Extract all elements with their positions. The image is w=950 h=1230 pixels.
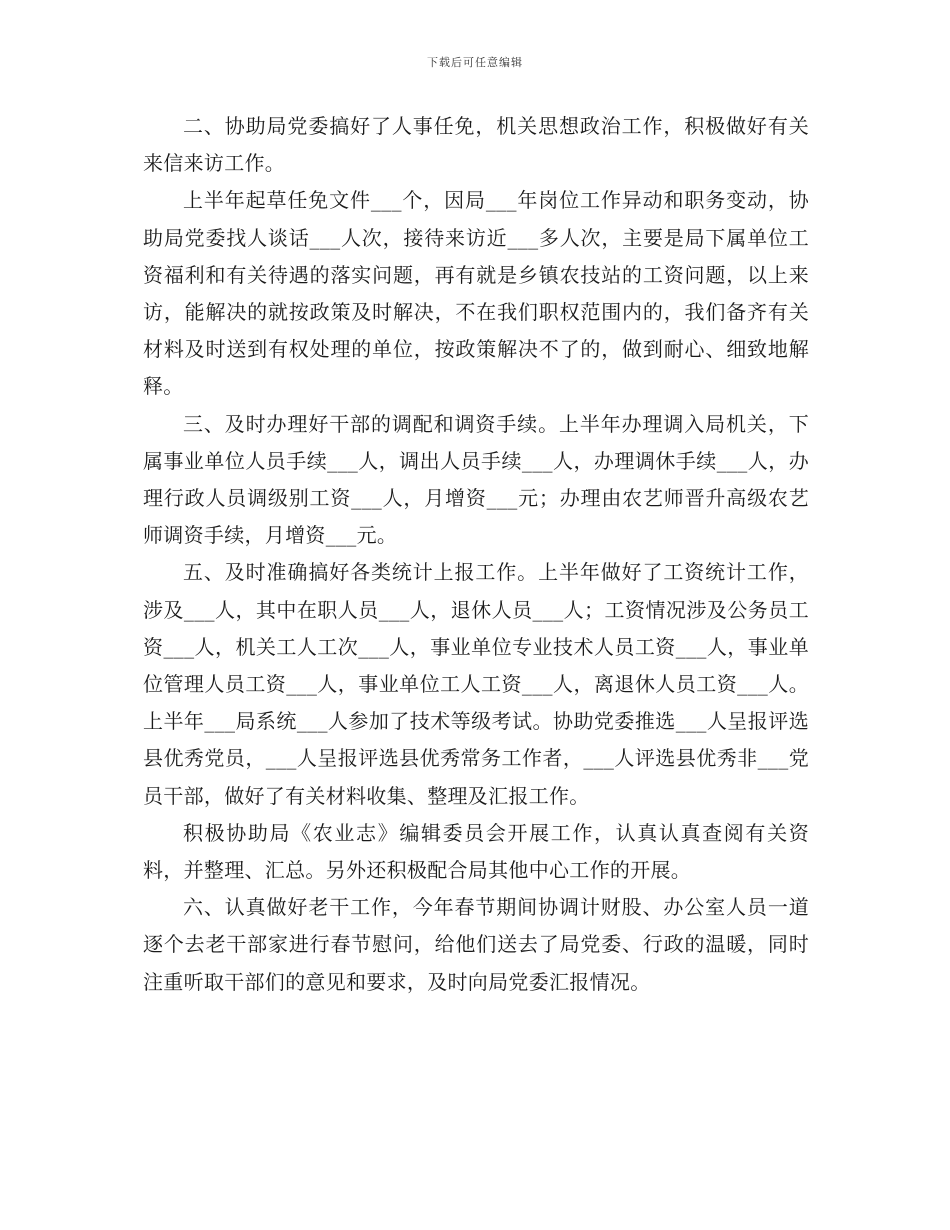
document-body bbox=[143, 108, 809, 1001]
paragraph-agriculture-annals: 积极协助局《农业志》编辑委员会开展工作，认真认真查阅有关资料，并整理、汇总。另外还积极配合局其他中心工作的开展。 bbox=[143, 820, 809, 883]
paragraph-statistics-reporting: 五、及时准确搞好各类统计上报工作。上半年做好了工资统计工作，涉及___人，其中在职人员___人，退休人员___人；工资情况涉及公务员工资___人，机关工人工次___人，事业单位专业技术人员工资___人，事业单位管理人员工资___人，事业单位工人工资___人，离退休人员工资___人。上半年___局系统___人参加了技术等级考试。协助党委推选___人呈报评选县优秀党员，___人呈报评选县优秀常务工作者，___人评选县优秀非___党员干部，做好了有关材料收集、整理及汇报工作。 bbox=[143, 560, 809, 808]
paragraph-retired-cadres: 六、认真做好老干工作，今年春节期间协调计财股、办公室人员一道逐个去老干部家进行春节慰问，给他们送去了局党委、行政的温暖，同时注重听取干部们的意见和要求，及时向局党委汇报情况。 bbox=[143, 895, 809, 994]
paragraph-cadre-transfers: 三、及时办理好干部的调配和调资手续。上半年办理调入局机关，下属事业单位人员手续___人，调出人员手续___人，办理调休手续___人，办理行政人员调级别工资___人，月增资___元；办理由农艺师晋升高级农艺师调资手续，月增资___元。 bbox=[143, 411, 809, 548]
paragraph-personnel-appointments: 二、协助局党委搞好了人事任免，机关思想政治工作，积极做好有关来信来访工作。 bbox=[143, 114, 809, 176]
download-note: 下载后可任意编辑 bbox=[427, 56, 523, 69]
paragraph-visits-and-talks: 上半年起草任免文件___个，因局___年岗位工作异动和职务变动，协助局党委找人谈话___人次，接待来访近___多人次，主要是局下属单位工资福利和有关待遇的落实问题，再有就是乡镇农技站的工资问题，以上来访，能解决的就按政策及时解决，不在我们职权范围内的，我们备齐有关材料及时送到有权处理的单位，按政策解决不了的，做到耐心、细致地解释。 bbox=[143, 188, 809, 399]
